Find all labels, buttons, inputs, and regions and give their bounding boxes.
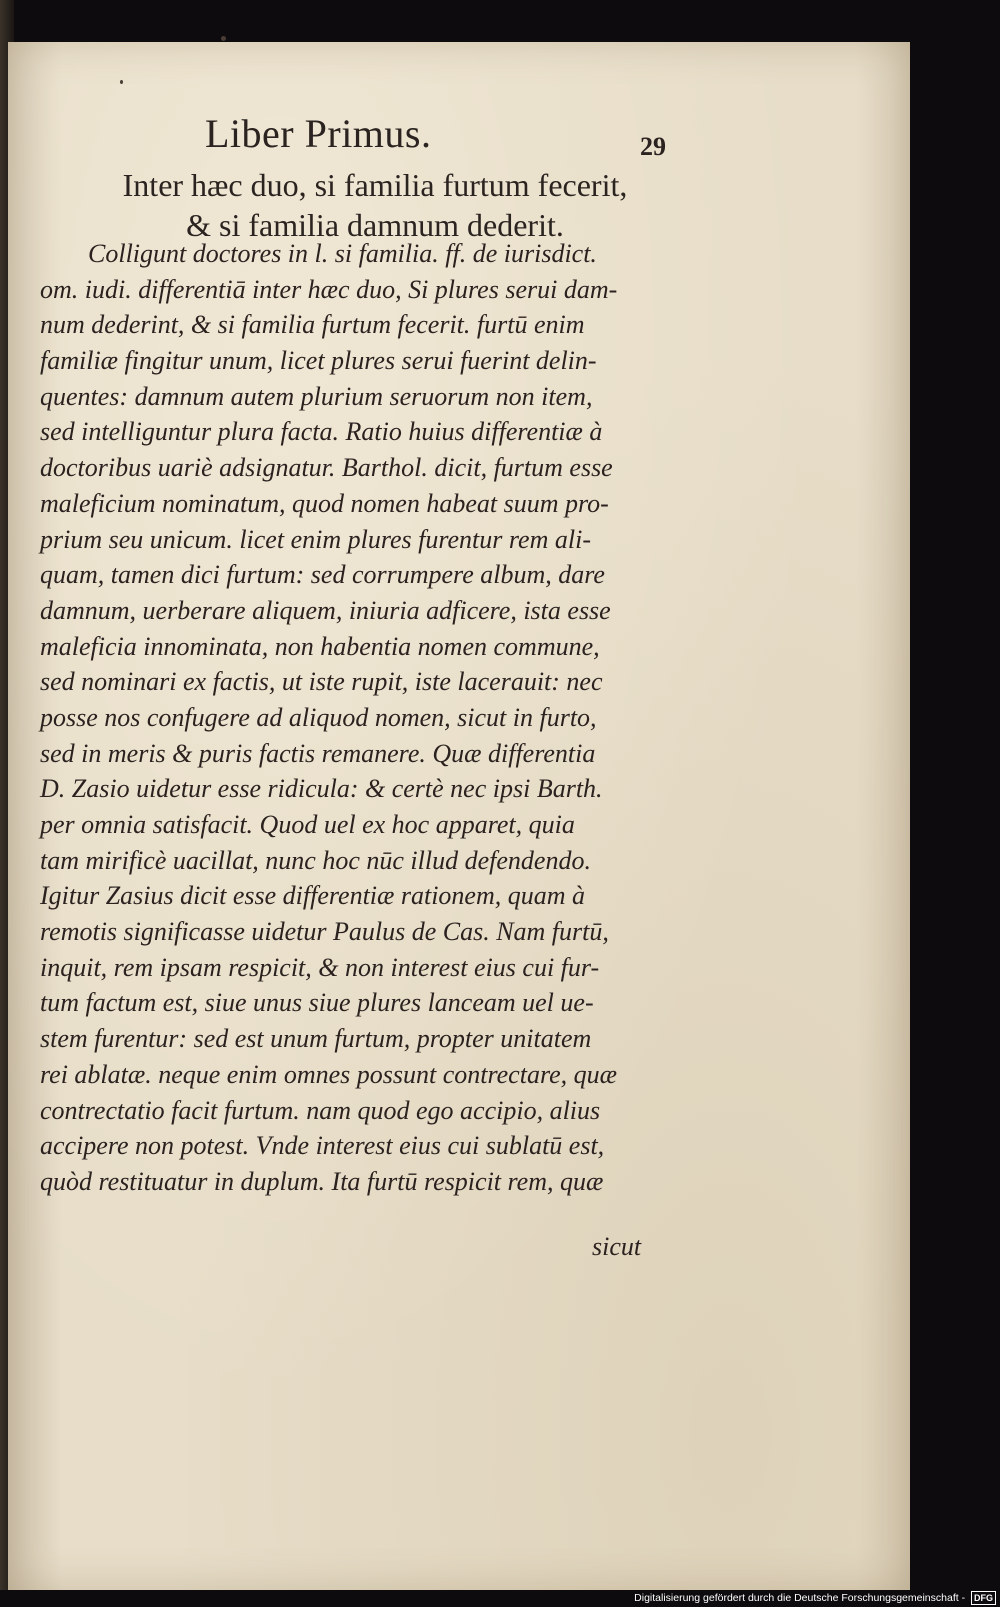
credit-text: Digitalisierung gefördert durch die Deutsche Forschungsgemeinschaft - [634, 1592, 966, 1604]
running-head: Liber Primus. [205, 111, 432, 156]
text-line: Igitur Zasius dicit esse differentiæ rationem, quam à [40, 881, 586, 911]
text-line: tum factum est, siue unus siue plures lanceam uel ue- [40, 988, 594, 1018]
text-line: tam mirificè uacillat, nunc hoc nūc illud defendendo. [40, 845, 591, 875]
text-line: quentes: damnum autem plurium seruorum non item, [40, 381, 593, 411]
text-line: num dederint, & si familia furtum fecerit. furtū enim [40, 310, 585, 340]
text-line: om. iudi. differentiā inter hæc duo, Si plures serui dam- [40, 274, 618, 304]
text-line: Colligunt doctores in l. si familia. ff. de iurisdict. [88, 239, 597, 268]
body-text [40, 236, 680, 1200]
text-line: familiæ fingitur unum, licet plures serui fuerint delin- [40, 346, 597, 376]
text-line: sed nominari ex factis, ut iste rupit, iste lacerauit: nec [40, 667, 603, 697]
dfg-logo: DFG [971, 1591, 996, 1605]
digitization-credit [634, 1590, 996, 1607]
text-line: maleficium nominatum, quod nomen habeat suum pro- [40, 488, 609, 518]
text-line: damnum, uerberare aliquem, iniuria adficere, ista esse [40, 595, 611, 625]
text-line: stem furentur: sed est unum furtum, propter unitatem [40, 1024, 592, 1054]
text-line: sed intelliguntur plura facta. Ratio huius differentiæ à [40, 417, 603, 447]
text-line: inquit, rem ipsam respicit, & non interest eius cui fur- [40, 952, 600, 982]
page-number: 29 [640, 132, 666, 161]
text-line: quam, tamen dici furtum: sed corrumpere album, dare [40, 560, 605, 590]
text-line: sed in meris & puris factis remanere. Quæ differentia [40, 738, 596, 768]
text-line: doctoribus uariè adsignatur. Barthol. dicit, furtum esse [40, 453, 613, 483]
text-line: rei ablatæ. neque enim omnes possunt contrectare, quæ [40, 1059, 617, 1089]
scan-top-margin [0, 0, 1000, 42]
text-line: per omnia satisfacit. Quod uel ex hoc apparet, quia [40, 810, 575, 839]
text-line: prium seu unicum. licet enim plures furentur rem ali- [40, 524, 591, 554]
heading-line: & si familia damnum dederit. [186, 207, 564, 243]
text-line: D. Zasio uidetur esse ridicula: & certè nec ipsi Barth. [40, 774, 603, 804]
text-line: accipere non potest. Vnde interest eius cui sublatū est, [40, 1131, 605, 1161]
heading-line: Inter hæc duo, si familia furtum fecerit, [122, 167, 628, 203]
section-heading [80, 165, 670, 245]
text-line: quòd restituatur in duplum. Ita furtū respicit rem, quæ [40, 1166, 604, 1196]
ink-speck [221, 36, 226, 41]
text-line: posse nos confugere ad aliquod nomen, sicut in furto, [40, 702, 597, 732]
text-line: remotis significasse uidetur Paulus de Cas. Nam furtū, [40, 917, 609, 947]
text-line: maleficia innominata, non habentia nomen commune, [40, 631, 600, 661]
catchword: sicut [592, 1232, 642, 1261]
ink-speck [120, 80, 123, 84]
text-line: contrectatio facit furtum. nam quod ego accipio, alius [40, 1095, 601, 1125]
